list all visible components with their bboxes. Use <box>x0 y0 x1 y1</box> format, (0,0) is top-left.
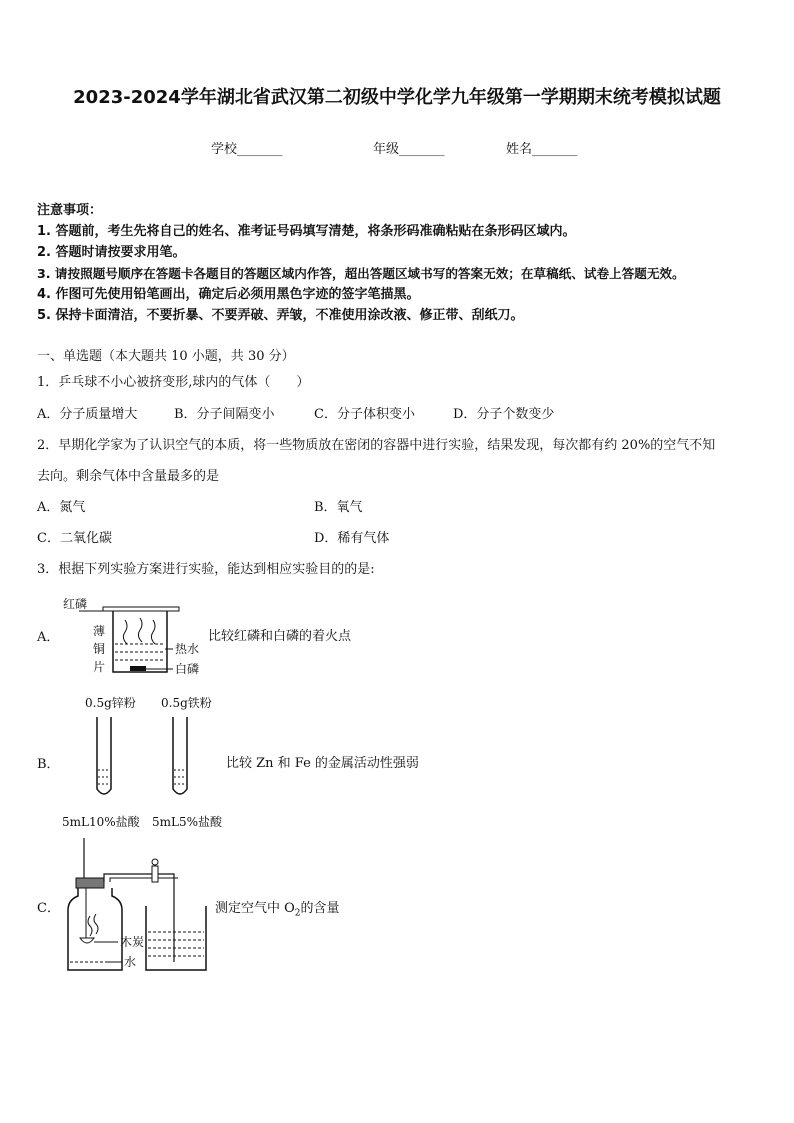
q3c-letter: C． <box>37 901 60 916</box>
q1-stem: 1．乒乓球不小心被挤变形,球内的气体（ ） <box>37 375 310 390</box>
section-heading: 一、单选题（本大题共 10 小题，共 30 分） <box>37 349 295 364</box>
name-field: 姓名_______ <box>506 142 578 157</box>
q2-option-a: A．氮气 <box>37 500 86 515</box>
q1-option-c: C．分子体积变小 <box>314 407 415 422</box>
iron-powder-label: 0.5g铁粉 <box>161 696 212 710</box>
copper-plate-label-3: 片 <box>93 660 106 674</box>
q3b-purpose: 比较 Zn 和 Fe 的金属活动性强弱 <box>226 756 419 771</box>
grade-field: 年级_______ <box>373 142 445 157</box>
note-item: 5. 保持卡面清洁，不要折暴、不要弄破、弄皱，不准使用涂改液、修正带、刮纸刀。 <box>37 308 524 323</box>
school-field: 学校_______ <box>211 142 283 157</box>
q2-stem-line2: 去向。剩余气体中含量最多的是 <box>37 469 220 484</box>
note-item: 1. 答题前，考生先将自己的姓名、准考证号码填写清楚，将条形码准确粘贴在条形码区域内。 <box>37 224 576 239</box>
q3b-test-tubes-figure <box>90 715 200 805</box>
q3a-purpose: 比较红磷和白磷的着火点 <box>208 629 352 644</box>
note-item: 2. 答题时请按要求用笔。 <box>37 245 186 260</box>
q1-option-b: B．分子间隔变小 <box>174 407 275 422</box>
q1-option-a: A．分子质量增大 <box>37 407 138 422</box>
note-item: 4. 作图可先使用铅笔画出，确定后必须用黑色字迹的签字笔描黑。 <box>37 287 420 302</box>
q3c-purpose: 测定空气中 $O_2$的含量 <box>215 901 340 919</box>
q1-option-d: D．分子个数变少 <box>453 407 555 422</box>
q3c-apparatus-figure <box>60 838 220 978</box>
water-label: 水 <box>124 955 137 969</box>
red-phosphorus-label: 红磷 <box>63 597 88 611</box>
copper-plate-label-1: 薄 <box>93 624 106 638</box>
q2-option-d: D．稀有气体 <box>314 531 390 546</box>
q3a-letter: A． <box>37 630 60 645</box>
acid-10-label: 5mL10%盐酸 <box>62 815 140 829</box>
q2-stem-line1: 2．早期化学家为了认识空气的本质，将一些物质放在密闭的容器中进行实验，结果发现，每次都有约 20%的空气不知 <box>37 438 716 453</box>
hot-water-label: 热水 <box>175 642 200 656</box>
note-item: 3. 请按照题号顺序在答题卡各题目的答题区域内作答，超出答题区域书写的答案无效；在草稿纸、试卷上答题无效。 <box>37 266 685 281</box>
notes-heading: 注意事项： <box>37 203 103 218</box>
q2-option-b: B．氧气 <box>314 500 363 515</box>
exam-title: 2023-2024学年湖北省武汉第二初级中学化学九年级第一学期期末统考模拟试题 <box>73 87 721 108</box>
charcoal-label: 木炭 <box>120 935 145 949</box>
q3-stem: 3．根据下列实验方案进行实验，能达到相应实验目的的是: <box>37 562 375 577</box>
acid-5-label: 5mL5%盐酸 <box>152 815 223 829</box>
white-phosphorus-label: 白磷 <box>175 662 200 676</box>
q3b-letter: B． <box>37 757 60 772</box>
q2-option-c: C．二氧化碳 <box>37 531 112 546</box>
zinc-powder-label: 0.5g锌粉 <box>85 696 136 710</box>
q3a-beaker-figure <box>55 590 215 685</box>
copper-plate-label-2: 铜 <box>93 642 106 656</box>
